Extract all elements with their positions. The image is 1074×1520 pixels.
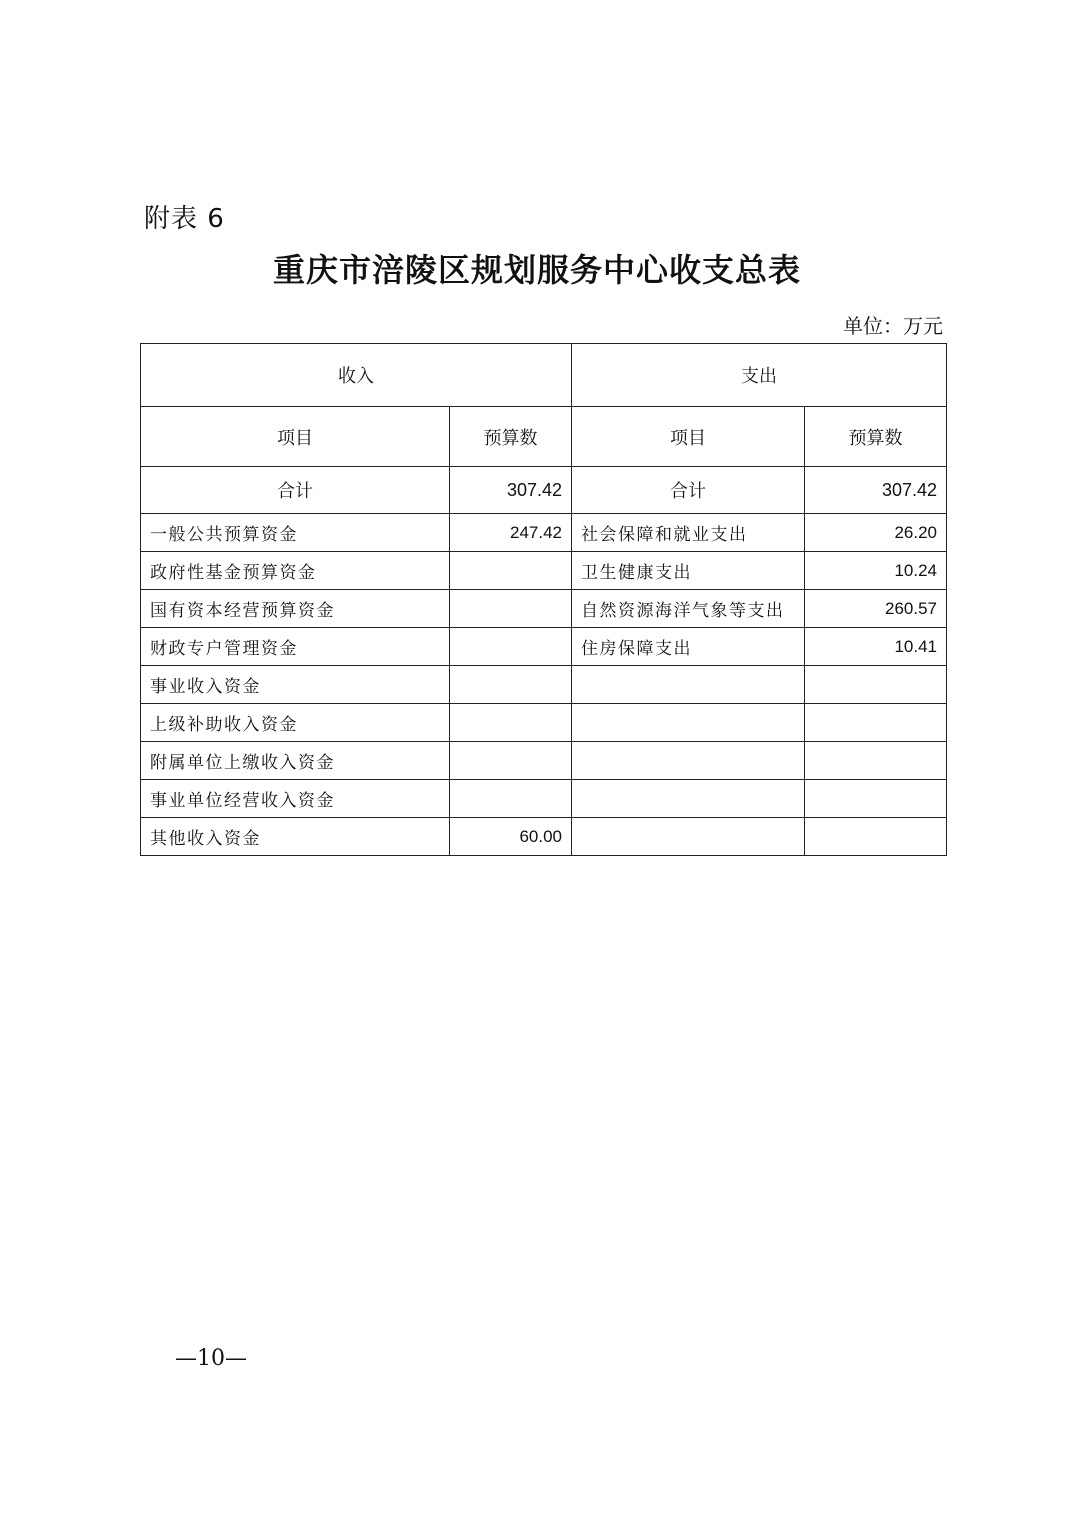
expense-value [805,780,947,818]
table-row [141,666,947,704]
expense-header: 支出 [572,344,947,407]
expense-total-value: 307.42 [805,467,947,514]
expense-item [572,818,805,856]
table-subheader-row [141,407,947,467]
expense-item [572,704,805,742]
income-value [450,742,572,780]
page-number: —10— [175,1346,247,1371]
table-row [141,628,947,666]
income-total-value: 307.42 [450,467,572,514]
expense-value: 260.57 [805,590,947,628]
income-item-col-header: 项目 [141,407,450,467]
expense-value [805,666,947,704]
income-value [450,552,572,590]
income-item: 政府性基金预算资金 [141,552,450,590]
income-value [450,704,572,742]
income-item: 事业单位经营收入资金 [141,780,450,818]
expense-item [572,742,805,780]
expense-budget-col-header: 预算数 [805,407,947,467]
income-value [450,628,572,666]
expense-value [805,742,947,780]
expense-item [572,780,805,818]
income-total-label: 合计 [141,467,450,514]
income-item: 财政专户管理资金 [141,628,450,666]
income-header: 收入 [141,344,572,407]
expense-value: 26.20 [805,514,947,552]
income-item: 国有资本经营预算资金 [141,590,450,628]
income-value [450,780,572,818]
expense-item: 住房保障支出 [572,628,805,666]
expense-item [572,666,805,704]
expense-item: 自然资源海洋气象等支出 [572,590,805,628]
income-value: 60.00 [450,818,572,856]
income-budget-col-header: 预算数 [450,407,572,467]
expense-item: 卫生健康支出 [572,552,805,590]
income-item: 事业收入资金 [141,666,450,704]
income-item: 上级补助收入资金 [141,704,450,742]
expense-total-label: 合计 [572,467,805,514]
income-value [450,590,572,628]
expense-value: 10.24 [805,552,947,590]
table-row [141,552,947,590]
attachment-label: 附表 6 [144,204,225,234]
table-header-row [141,344,947,407]
expense-value [805,704,947,742]
income-value: 247.42 [450,514,572,552]
income-item: 其他收入资金 [141,818,450,856]
table-row [141,514,947,552]
page-title: 重庆市涪陵区规划服务中心收支总表 [272,251,801,289]
expense-value [805,818,947,856]
income-item: 附属单位上缴收入资金 [141,742,450,780]
table-row [141,590,947,628]
table-row [141,742,947,780]
expense-item: 社会保障和就业支出 [572,514,805,552]
income-value [450,666,572,704]
income-item: 一般公共预算资金 [141,514,450,552]
table-row [141,704,947,742]
table-row [141,780,947,818]
revenue-expenditure-table [140,343,947,856]
unit-label: 单位：万元 [843,314,943,338]
table-row [141,818,947,856]
total-row [141,467,947,514]
expense-item-col-header: 项目 [572,407,805,467]
expense-value: 10.41 [805,628,947,666]
